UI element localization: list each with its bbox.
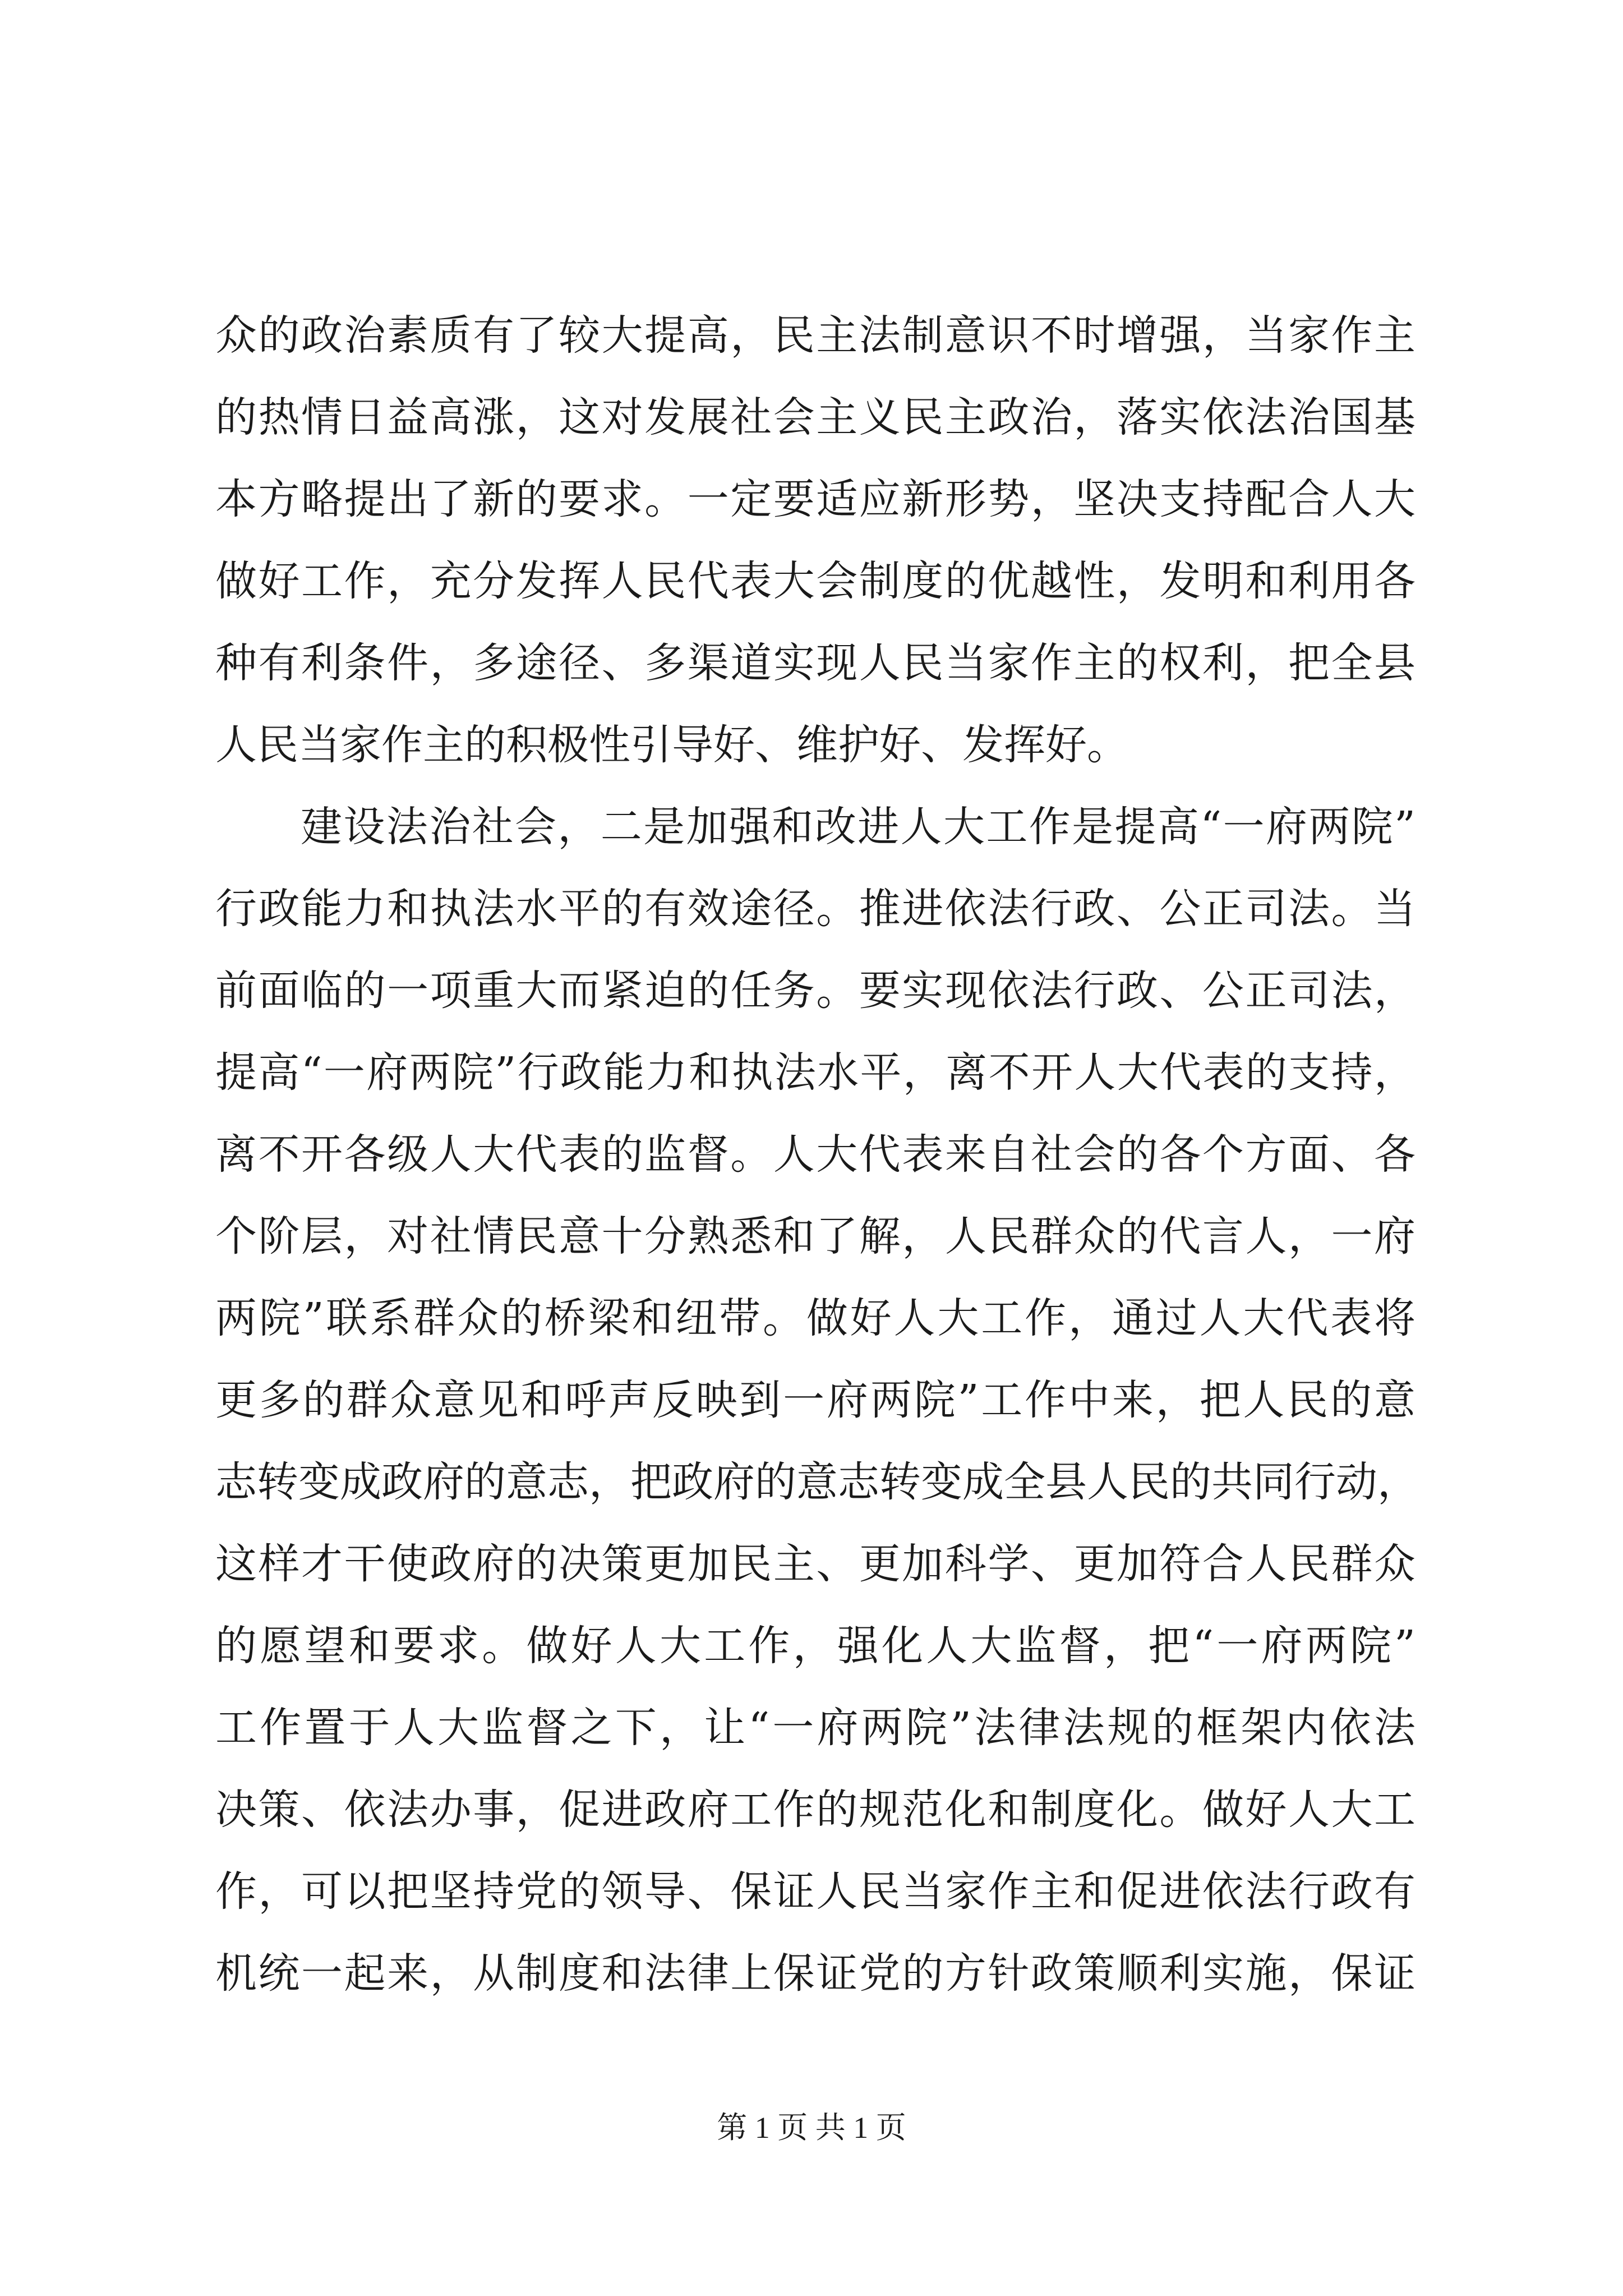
text-line: 工作置于人大监督之下，让“一府两院”法律法规的框架内依法 xyxy=(215,1704,1415,1752)
text-line: 本方略提出了新的要求。一定要适应新形势，坚决支持配合人大 xyxy=(215,475,1415,523)
page-number-footer: 第 1 页 共 1 页 xyxy=(717,2111,906,2145)
text-line: 提高“一府两院”行政能力和执法水平，离不开人大代表的支持， xyxy=(215,1048,1415,1097)
text-line: 个阶层，对社情民意十分熟悉和了解，人民群众的代言人，一府 xyxy=(215,1212,1415,1260)
paragraph-first-line: 建设法治社会，二是加强和改进人大工作是提高“一府两院” xyxy=(301,803,1415,851)
text-line: 作，可以把坚持党的领导、保证人民当家作主和促进依法行政有 xyxy=(215,1867,1415,1916)
body-text xyxy=(215,295,1419,2014)
text-line: 的愿望和要求。做好人大工作，强化人大监督，把“一府两院” xyxy=(215,1622,1415,1670)
text-line: 人民当家作主的积极性引导好、维护好、发挥好。 xyxy=(215,721,1128,769)
text-line: 决策、依法办事，促进政府工作的规范化和制度化。做好人大工 xyxy=(215,1786,1415,1834)
text-line: 这样才干使政府的决策更加民主、更加科学、更加符合人民群众 xyxy=(215,1540,1415,1588)
text-line: 种有利条件，多途径、多渠道实现人民当家作主的权利，把全县 xyxy=(215,639,1415,687)
text-line: 众的政治素质有了较大提高，民主法制意识不时增强，当家作主 xyxy=(215,311,1415,360)
text-line: 前面临的一项重大而紧迫的任务。要实现依法行政、公正司法， xyxy=(215,967,1415,1015)
text-line: 机统一起来，从制度和法律上保证党的方针政策顺利实施，保证 xyxy=(215,1949,1415,1998)
text-line: 更多的群众意见和呼声反映到一府两院”工作中来，把人民的意 xyxy=(215,1376,1415,1424)
text-line: 两院”联系群众的桥梁和纽带。做好人大工作，通过人大代表将 xyxy=(215,1294,1415,1342)
text-line: 做好工作，充分发挥人民代表大会制度的优越性，发明和利用各 xyxy=(215,557,1415,605)
text-line: 志转变成政府的意志，把政府的意志转变成全县人民的共同行动， xyxy=(215,1458,1419,1506)
text-line: 离不开各级人大代表的监督。人大代表来自社会的各个方面、各 xyxy=(215,1130,1415,1179)
text-line: 行政能力和执法水平的有效途径。推进依法行政、公正司法。当 xyxy=(215,885,1415,933)
text-line: 的热情日益高涨，这对发展社会主义民主政治，落实依法治国基 xyxy=(215,393,1415,441)
